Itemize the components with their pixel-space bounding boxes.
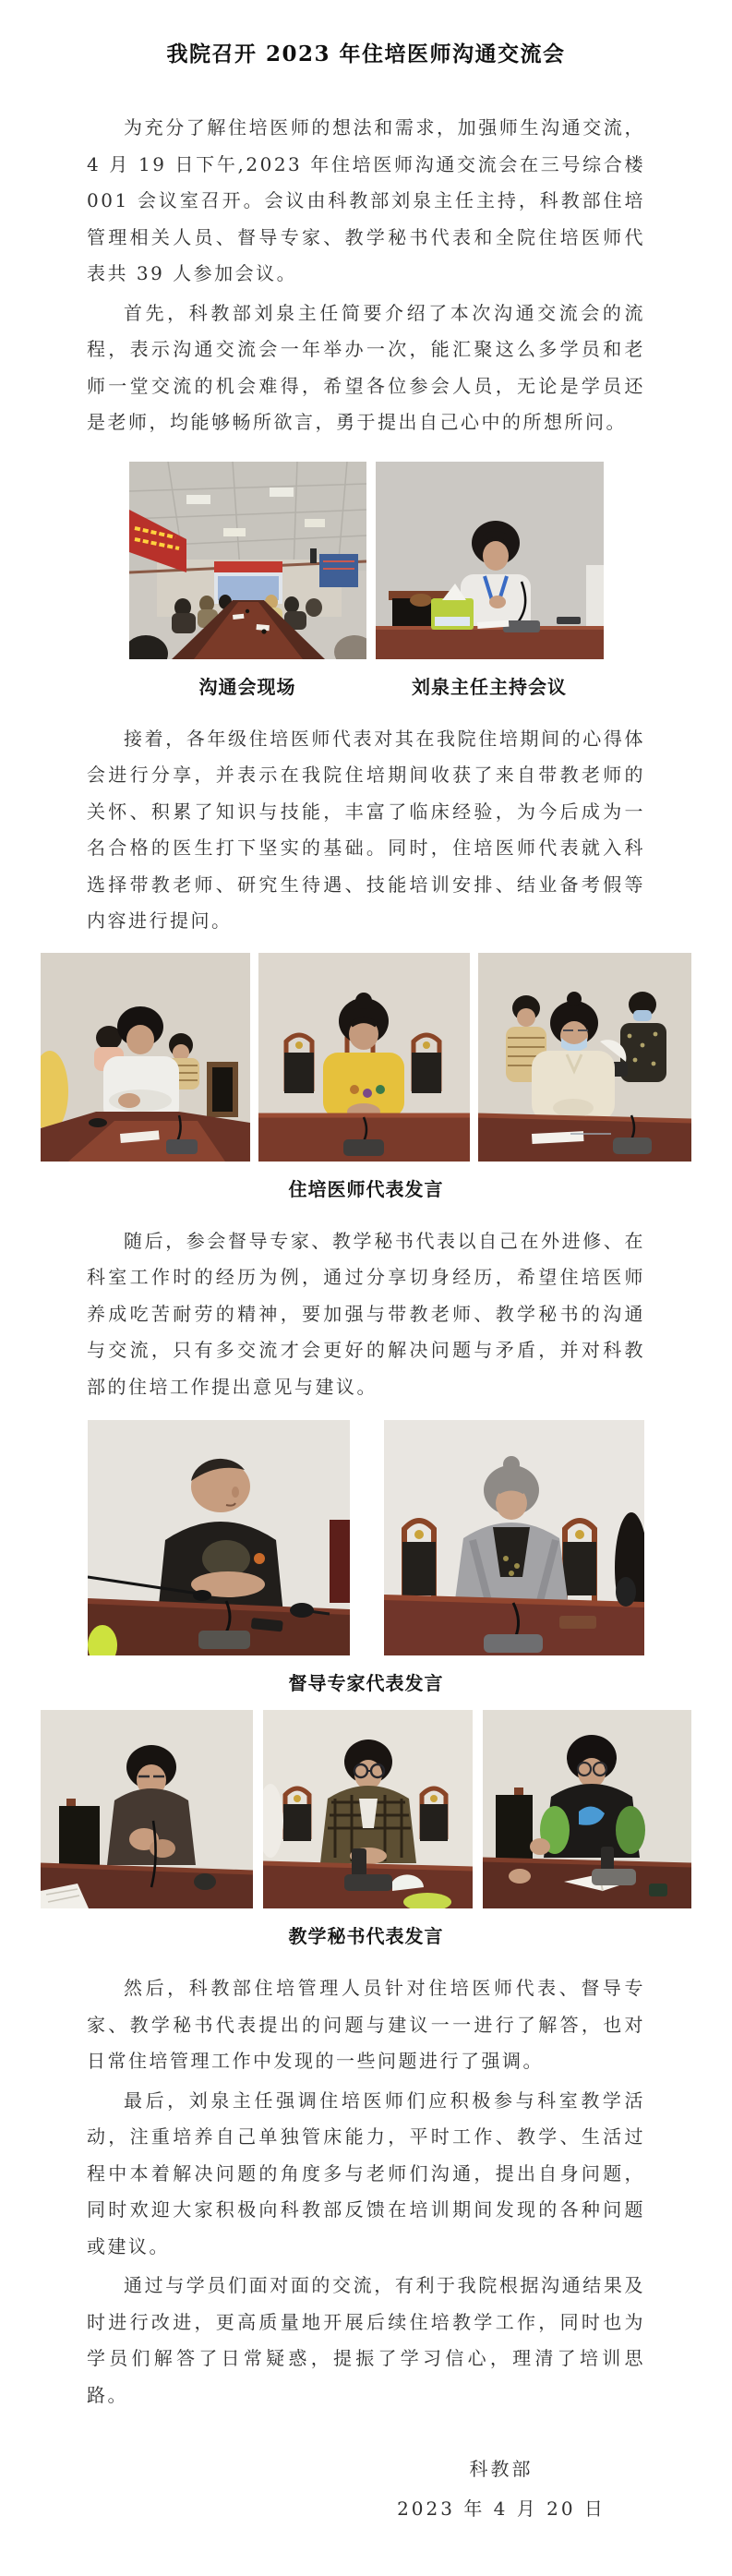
caption-host: 刘泉主任主持会议 xyxy=(412,675,567,698)
page-title: 我院召开 2023 年住培医师沟通交流会 xyxy=(166,42,566,66)
photo-resident-rep-right xyxy=(478,953,691,1162)
paragraph-2: 首先，科教部刘泉主任简要介绍了本次沟通交流会的流程，表示沟通交流会一年举办一次，能汇聚这么多学员和老师一堂交流的机会难得，希望各位参会人员，无论是学员还是老师，均能够畅所欲言，勇于提出自己心中的所想所问。 xyxy=(87,301,645,433)
caption-resident-reps: 住培医师代表发言 xyxy=(288,1177,444,1200)
photo-secretary-rep-left xyxy=(41,1710,253,1908)
signature-department: 科教部 xyxy=(469,2458,534,2480)
paragraph-7: 通过与学员们面对面的交流，有利于我院根据沟通结果及时进行改进，更高质量地开展后续住培教学工作，同时也为学员们解答了日常疑惑，提振了学习信心，理清了培训思路。 xyxy=(87,2274,645,2406)
signature-date: 2023 年 4 月 20 日 xyxy=(397,2498,606,2520)
photo-row-3 xyxy=(0,1420,732,1655)
photo-row-4 xyxy=(0,1710,732,1908)
paragraph-6: 最后，刘泉主任强调住培医师们应积极参与科室教学活动，注重培养自己单独管床能力，平时工作、教学、生活过程中本着解决问题的角度多与老师们沟通，提出自身问题，同时欢迎大家积极向科教部反馈在培训期间发现的各种问题或建议。 xyxy=(87,2088,645,2257)
paragraph-1: 为充分了解住培医师的想法和需求，加强师生沟通交流，4 月 19 日下午,2023 年住培医师沟通交流会在三号综合楼 001 会议室召开。会议由科教部刘泉主任主持，科教部住培管理相关人员、督导专家、教学秘书代表和全院住培医师代表共 39 人参加会议。 xyxy=(87,116,645,284)
photo-supervisor-rep-right xyxy=(384,1420,644,1655)
paragraph-5: 然后，科教部住培管理人员针对住培医师代表、督导专家、教学秘书代表提出的问题与建议一一进行了解答，也对日常住培管理工作中发现的一些问题进行了强调。 xyxy=(87,1977,645,2072)
photo-row-1 xyxy=(0,462,732,659)
photo-secretary-rep-right xyxy=(483,1710,691,1908)
body-text-3 xyxy=(87,1223,645,1406)
paragraph-4: 随后，参会督导专家、教学秘书代表以自己在外进修、在科室工作时的经历为例，通过分享切身经历，希望住培医师养成吃苦耐劳的精神，要加强与带教老师、教学秘书的沟通与交流，只有多交流才会更好的解决问题与矛盾，并对科教部的住培工作提出意见与建议。 xyxy=(87,1229,645,1398)
body-text xyxy=(87,110,645,441)
signature-block xyxy=(363,2454,640,2521)
body-text-4 xyxy=(87,1970,645,2413)
caption-meeting-scene: 沟通会现场 xyxy=(198,675,296,698)
photo-secretary-rep-middle xyxy=(263,1710,473,1908)
photo-row-2 xyxy=(0,953,732,1162)
photo-resident-rep-left xyxy=(41,953,250,1162)
photo-row-1-captions xyxy=(0,672,732,699)
caption-supervisor-reps: 督导专家代表发言 xyxy=(288,1672,444,1694)
photo-host-liu-quan xyxy=(376,462,604,659)
caption-secretary-reps: 教学秘书代表发言 xyxy=(288,1925,444,1947)
paragraph-3: 接着，各年级住培医师代表对其在我院住培期间的心得体会进行分享，并表示在我院住培期间收获了来自带教老师的关怀、积累了知识与技能，丰富了临床经验，为今后成为一名合格的医生打下坚实的基础。同时，住培医师代表就入科选择带教老师、研究生待遇、技能培训安排、结业备考假等内容进行提问。 xyxy=(87,727,645,932)
photo-resident-rep-middle xyxy=(258,953,470,1162)
photo-supervisor-rep-left xyxy=(88,1420,350,1655)
body-text-2 xyxy=(87,721,645,940)
photo-communication-meeting-scene xyxy=(129,462,366,659)
